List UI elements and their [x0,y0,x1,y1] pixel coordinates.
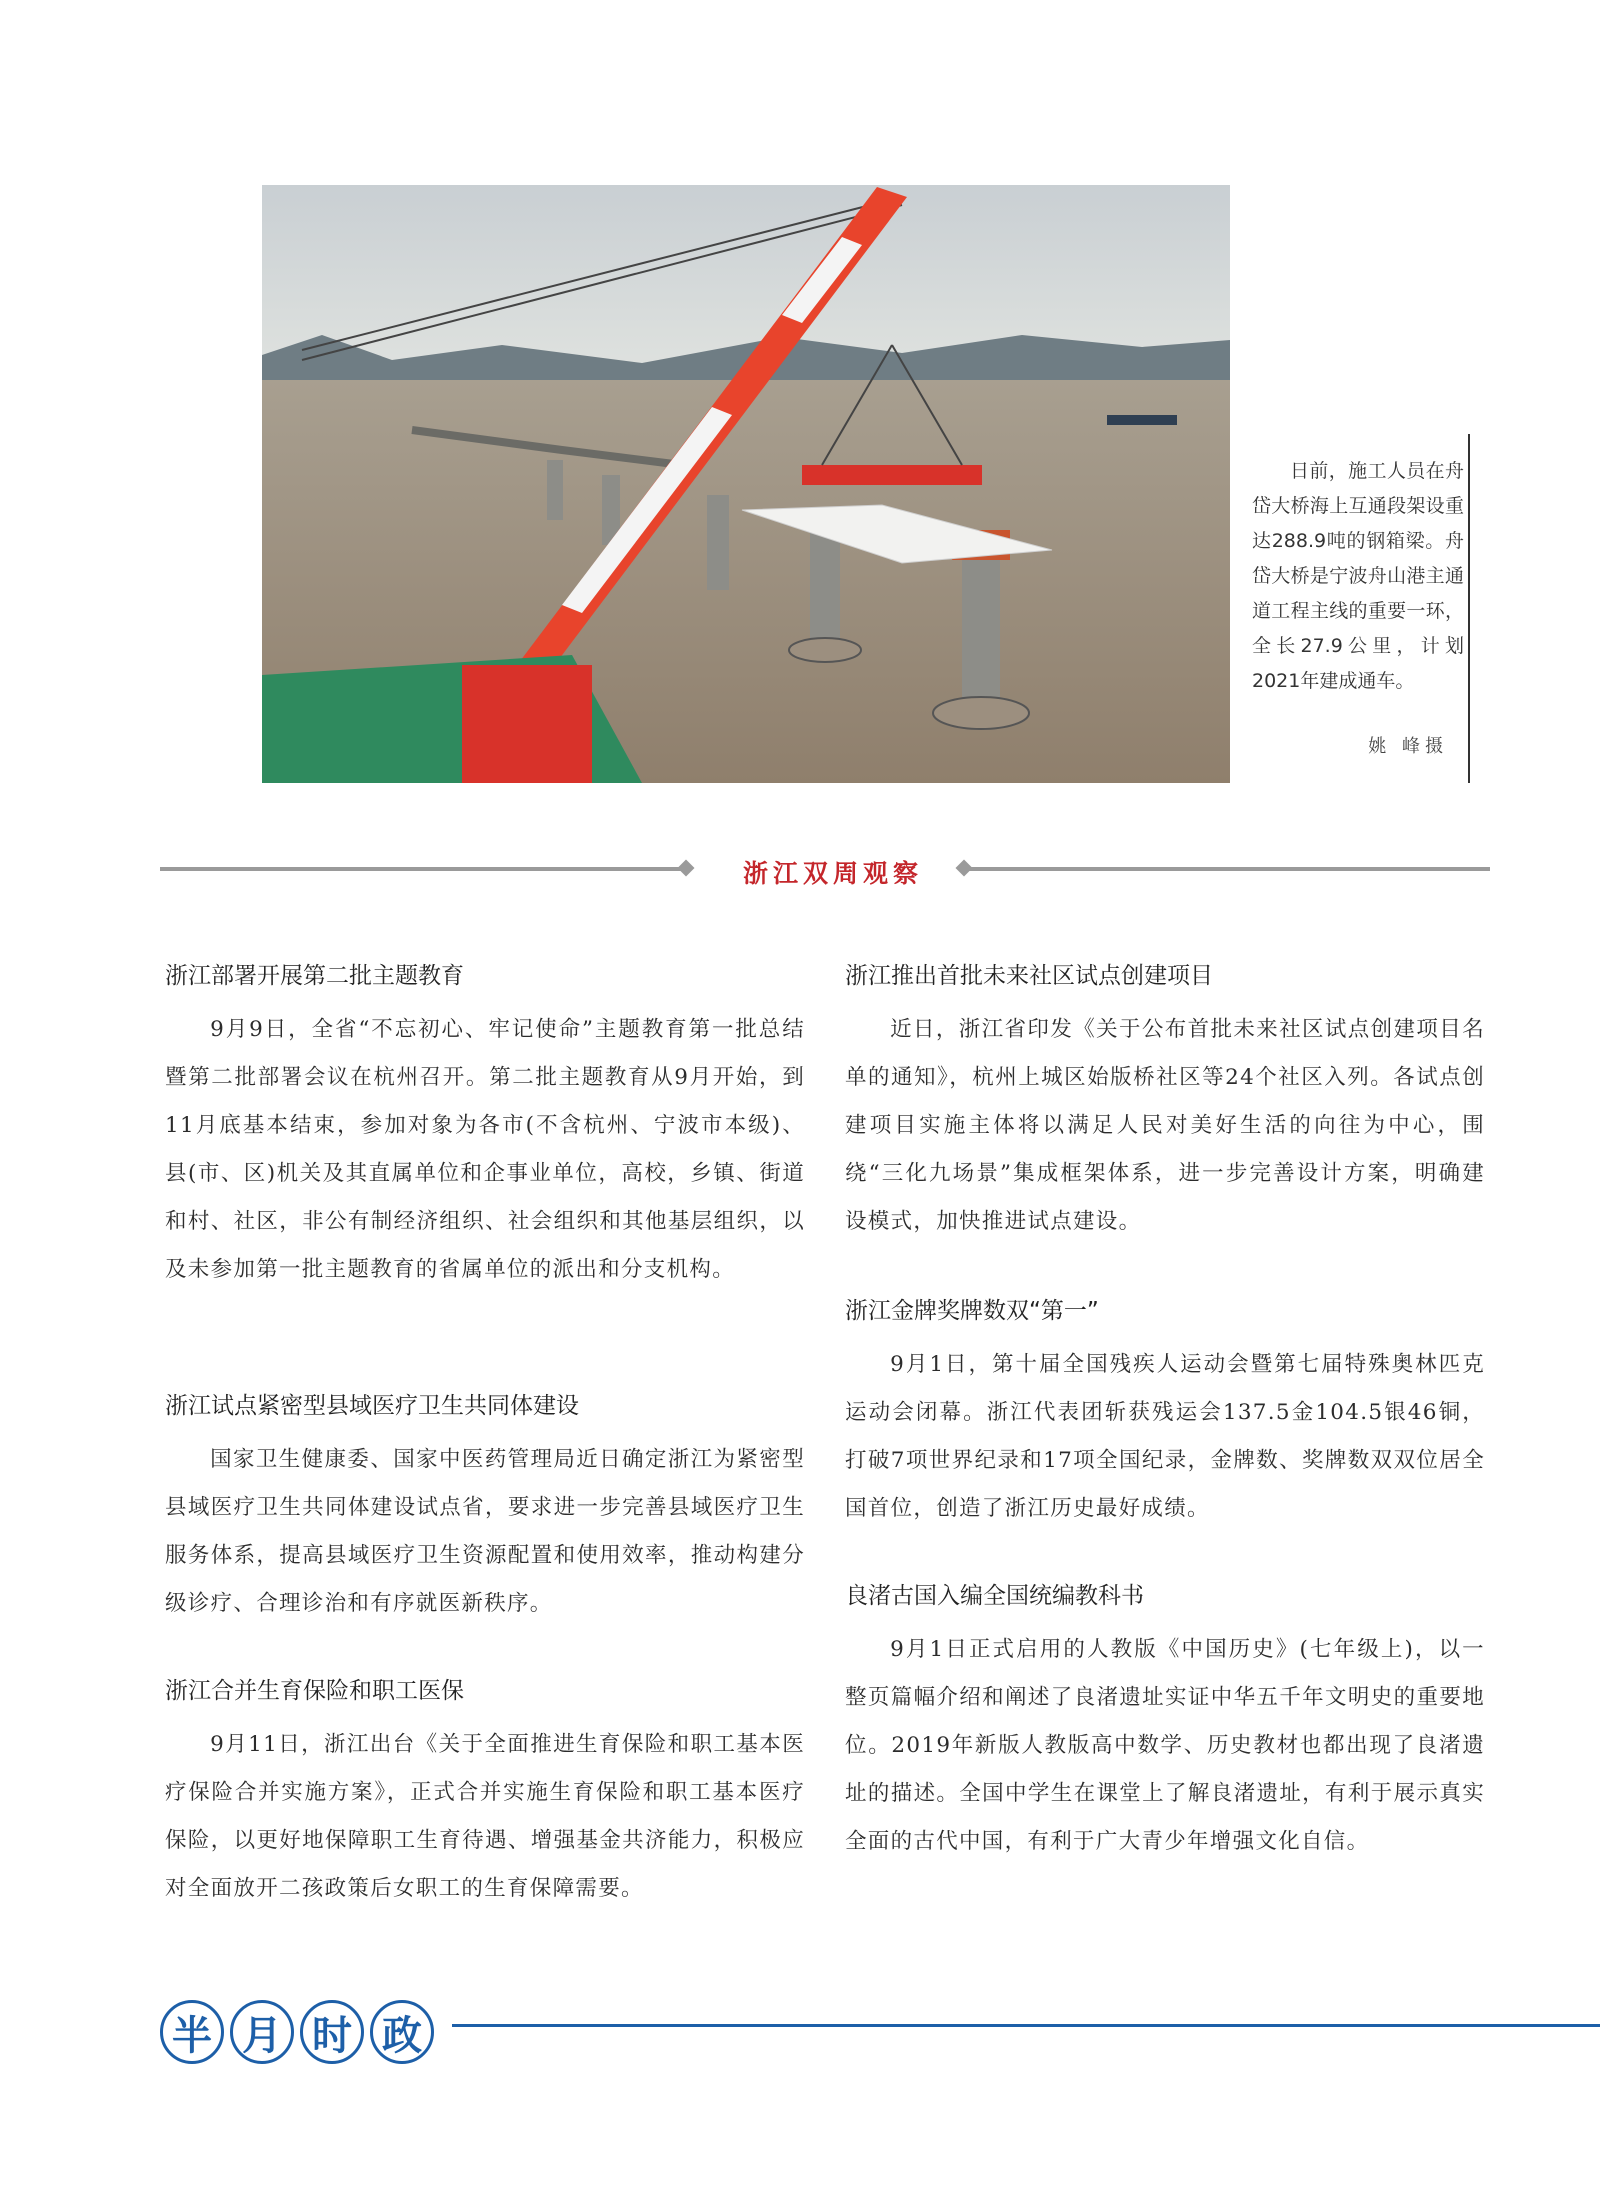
logo-char: 政 [370,2000,434,2064]
article-title: 浙江金牌奖牌数双“第一” [845,1298,1099,1324]
article-medal-count [845,1295,1485,1533]
article-body: 国家卫生健康委、国家中医药管理局近日确定浙江为紧密型县域医疗卫生共同体建设试点省，要求进一步完善县域医疗卫生服务体系，提高县域医疗卫生资源配置和使用效率，推动构建分级诊疗、合理诊治和有序就医新秩序。 [165,1447,805,1616]
article-body: 9月9日，全省“不忘初心、牢记使命”主题教育第一批总结暨第二批部署会议在杭州召开。第二批主题教育从9月开始，到11月底基本结束，参加对象为各市(不含杭州、宁波市本级)、县(市、区)机关及其直属单位和企事业单位，高校，乡镇、街道和村、社区，非公有制经济组织、社会组织和其他基层组织，以及未参加第一批主题教育的省属单位的派出和分支机构。 [165,1017,805,1282]
banner-diamond-left [678,860,695,877]
article-county-medical [165,1390,805,1628]
logo-char: 月 [230,2000,294,2064]
article-title: 浙江推出首批未来社区试点创建项目 [845,963,1213,989]
article-future-community [845,960,1485,1246]
article-title: 良渚古国入编全国统编教科书 [845,1583,1144,1609]
photo-caption: 日前，施工人员在舟岱大桥海上互通段架设重达288.9吨的钢箱梁。舟岱大桥是宁波舟山港主通道工程主线的重要一环，全长27.9公里，计划2021年建成通车。 [1252,460,1464,692]
banner-rule-right [968,867,1490,871]
photo-illustration [262,185,1230,783]
article-theme-education [165,960,805,1294]
magazine-logo [160,2000,434,2070]
photo-caption-box [1232,434,1470,783]
article-liangzhu-textbook [845,1580,1485,1866]
logo-char: 时 [300,2000,364,2064]
article-body: 9月1日，第十届全国残疾人运动会暨第七届特殊奥林匹克运动会闭幕。浙江代表团斩获残运会137.5金104.5银46铜，打破7项世界纪录和17项全国纪录，金牌数、奖牌数双双位居全国首位，创造了浙江历史最好成绩。 [845,1352,1485,1521]
banner-rule-left [160,867,688,871]
photo-credit: 姚 峰摄 [1368,736,1448,757]
article-body: 近日，浙江省印发《关于公布首批未来社区试点创建项目名单的通知》，杭州上城区始版桥社区等24个社区入列。各试点创建项目实施主体将以满足人民对美好生活的向往为中心，围绕“三化九场景”集成框架体系，进一步完善设计方案，明确建设模式，加快推进试点建设。 [845,1017,1485,1234]
article-title: 浙江合并生育保险和职工医保 [165,1678,464,1704]
section-banner [160,858,1490,888]
article-body: 9月11日，浙江出台《关于全面推进生育保险和职工基本医疗保险合并实施方案》，正式合并实施生育保险和职工基本医疗保险，以更好地保障职工生育待遇、增强基金共济能力，积极应对全面放开二孩政策后女职工的生育保障需要。 [165,1732,805,1901]
logo-char: 半 [160,2000,224,2064]
bridge-construction-photo [262,185,1230,783]
article-insurance-merge [165,1675,805,1913]
section-title: 浙江双周观察 [742,859,923,888]
article-title: 浙江部署开展第二批主题教育 [165,963,464,989]
article-title: 浙江试点紧密型县域医疗卫生共同体建设 [165,1393,579,1419]
article-body: 9月1日正式启用的人教版《中国历史》(七年级上)，以一整页篇幅介绍和阐述了良渚遗址实证中华五千年文明史的重要地位。2019年新版人教版高中数学、历史教材也都出现了良渚遗址的描述。全国中学生在课堂上了解良渚遗址，有利于展示真实全面的古代中国，有利于广大青少年增强文化自信。 [845,1637,1485,1854]
footer-rule [452,2024,1600,2027]
